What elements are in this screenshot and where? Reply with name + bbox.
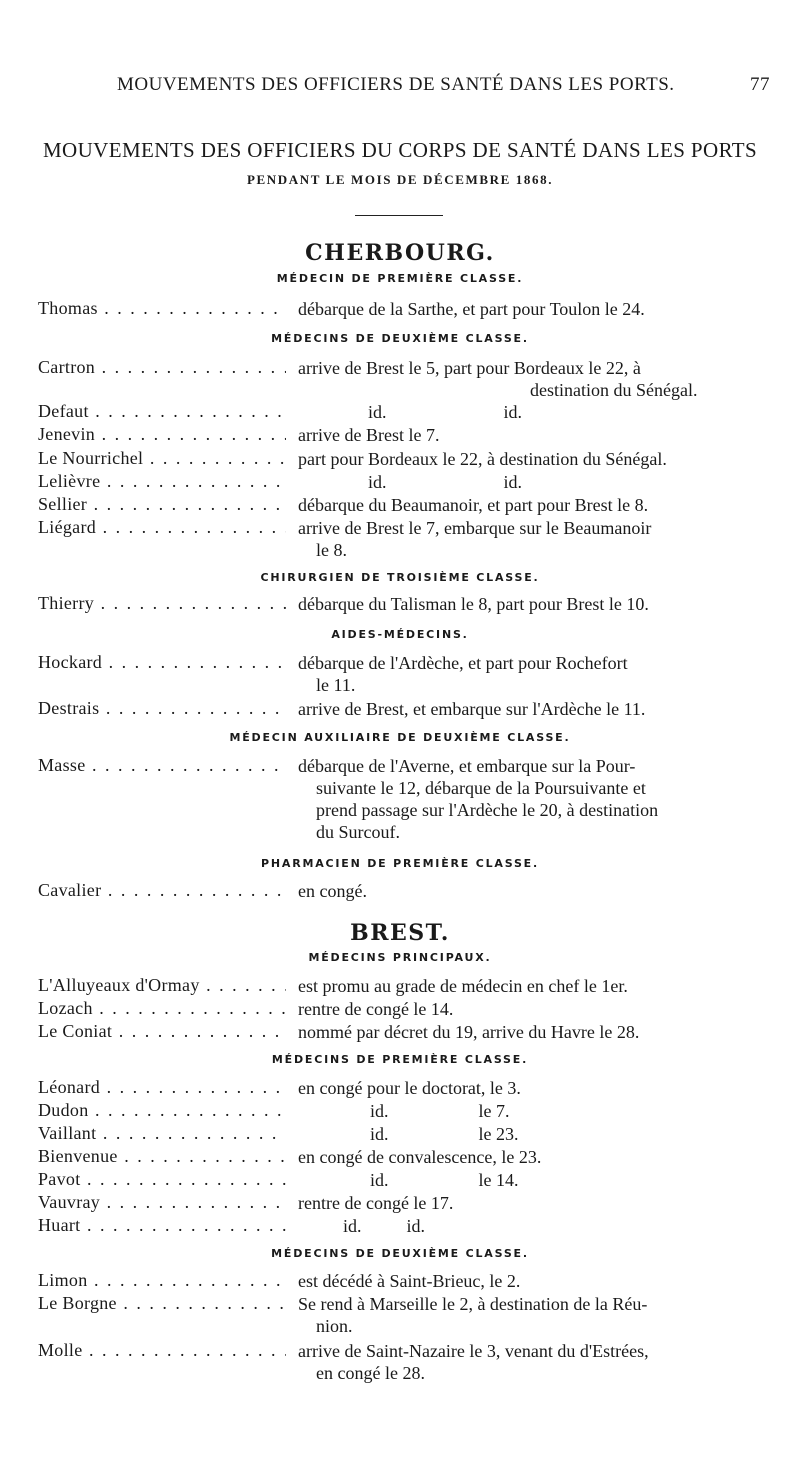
officer-name: Léonard . . .	[38, 1077, 286, 1098]
officer-movement: arrive de Brest le 7, embarque sur le Beaumanoir le 8.	[298, 518, 652, 560]
officer-movement: débarque de l'Averne, et embarque sur la Pour- suivante le 12, débarque de la Poursuivante et prend passage sur l'Ardèche le 20, à destination du Surcouf.	[298, 756, 659, 842]
officer-movement: Se rend à Marseille le 2, à destination de la Réu- nion.	[298, 1294, 648, 1336]
officer-name: Jenevin . . .	[38, 424, 286, 445]
officer-name: Liégard . . .	[38, 517, 286, 538]
officer-movement: est décédé à Saint-Brieuc, le 2.	[298, 1271, 521, 1291]
grade-heading: MÉDECINS PRINCIPAUX.	[308, 951, 492, 964]
officer-name: Cavalier . . .	[38, 880, 286, 901]
officer-name: Thierry . . .	[38, 593, 286, 614]
officer-name: Lelièvre . . .	[38, 471, 286, 492]
officer-name: Sellier . . .	[38, 494, 286, 515]
officer-movement: id. le 14.	[298, 1170, 519, 1190]
officer-movement: en congé pour le doctorat, le 3.	[298, 1078, 521, 1098]
officer-name: Lozach . . .	[38, 998, 286, 1019]
officer-name: Defaut . . .	[38, 401, 286, 422]
officer-name: Vaillant . . .	[38, 1123, 286, 1144]
officer-movement: arrive de Saint-Nazaire le 3, venant du d'Estrées, en congé le 28.	[298, 1341, 649, 1383]
grade-heading: MÉDECIN DE PREMIÈRE CLASSE.	[276, 272, 524, 285]
page-number: 77	[750, 74, 770, 95]
officer-movement: rentre de congé le 17.	[298, 1193, 454, 1213]
officer-movement: en congé de convalescence, le 23.	[298, 1147, 542, 1167]
officer-name: Pavot . . .	[38, 1169, 286, 1190]
officer-movement: en congé.	[298, 881, 367, 901]
officer-name: L'Alluyeaux d'Ormay . . .	[38, 975, 286, 996]
officer-movement: id. le 23.	[298, 1124, 519, 1144]
officer-name: Limon . . .	[38, 1270, 286, 1291]
officer-name: Huart . . .	[38, 1215, 286, 1236]
officer-movement: arrive de Brest le 7.	[298, 425, 440, 445]
officer-movement: arrive de Brest le 5, part pour Bordeaux le 22, à destination du Sénégal.	[298, 358, 698, 400]
grade-heading: MÉDECIN AUXILIAIRE DE DEUXIÈME CLASSE.	[229, 731, 571, 744]
officer-movement: id. id.	[368, 472, 523, 492]
grade-heading: MÉDECINS DE DEUXIÈME CLASSE.	[271, 1247, 529, 1260]
grade-heading: AIDES-MÉDECINS.	[331, 628, 469, 641]
officer-movement: débarque du Beaumanoir, et part pour Brest le 8.	[298, 495, 649, 515]
officer-movement: nommé par décret du 19, arrive du Havre le 28.	[298, 1022, 640, 1042]
officer-movement: débarque de la Sarthe, et part pour Toulon le 24.	[298, 299, 645, 319]
document-subtitle: PENDANT LE MOIS DE DÉCEMBRE 1868.	[246, 172, 554, 187]
officer-movement: débarque du Talisman le 8, part pour Brest le 10.	[298, 594, 649, 614]
officer-name: Le Coniat . . .	[38, 1021, 286, 1042]
officer-name: Vauvray . . .	[38, 1192, 286, 1213]
officer-movement: id. le 7.	[298, 1101, 510, 1121]
officer-movement: rentre de congé le 14.	[298, 999, 454, 1019]
running-head	[60, 74, 770, 100]
officer-movement: id. id.	[298, 1216, 426, 1236]
officer-name: Masse . . .	[38, 755, 286, 776]
grade-heading: CHIRURGIEN DE TROISIÈME CLASSE.	[260, 571, 540, 584]
officer-movement: arrive de Brest, et embarque sur l'Ardèche le 11.	[298, 699, 646, 719]
officer-name: Le Borgne . . .	[38, 1293, 286, 1314]
grade-heading: MÉDECINS DE DEUXIÈME CLASSE.	[271, 332, 529, 345]
officer-name: Destrais . . .	[38, 698, 286, 719]
officer-movement: id. id.	[368, 402, 523, 422]
grade-heading: MÉDECINS DE PREMIÈRE CLASSE.	[271, 1053, 529, 1066]
officer-name: Thomas . . .	[38, 298, 286, 319]
officer-movement: débarque de l'Ardèche, et part pour Rochefort le 11.	[298, 653, 628, 695]
officer-name: Molle . . .	[38, 1340, 286, 1361]
divider-rule	[355, 215, 443, 216]
officer-name: Cartron . . .	[38, 357, 286, 378]
grade-heading: PHARMACIEN DE PREMIÈRE CLASSE.	[261, 857, 539, 870]
port-heading-brest: BREST.	[350, 920, 450, 946]
document-title: MOUVEMENTS DES OFFICIERS DU CORPS DE SANTÉ DANS LES PORTS	[42, 138, 758, 162]
officer-name: Hockard . . .	[38, 652, 286, 673]
officer-name: Le Nourrichel . . .	[38, 448, 286, 469]
officer-movement: part pour Bordeaux le 22, à destination du Sénégal.	[298, 449, 667, 469]
officer-name: Bienvenue . . .	[38, 1146, 286, 1167]
officer-movement: est promu au grade de médecin en chef le 1er.	[298, 976, 628, 996]
running-head-title: MOUVEMENTS DES OFFICIERS DE SANTÉ DANS LES PORTS.	[117, 74, 675, 95]
port-heading-cherbourg: CHERBOURG.	[305, 240, 495, 266]
officer-name: Dudon . . .	[38, 1100, 286, 1121]
